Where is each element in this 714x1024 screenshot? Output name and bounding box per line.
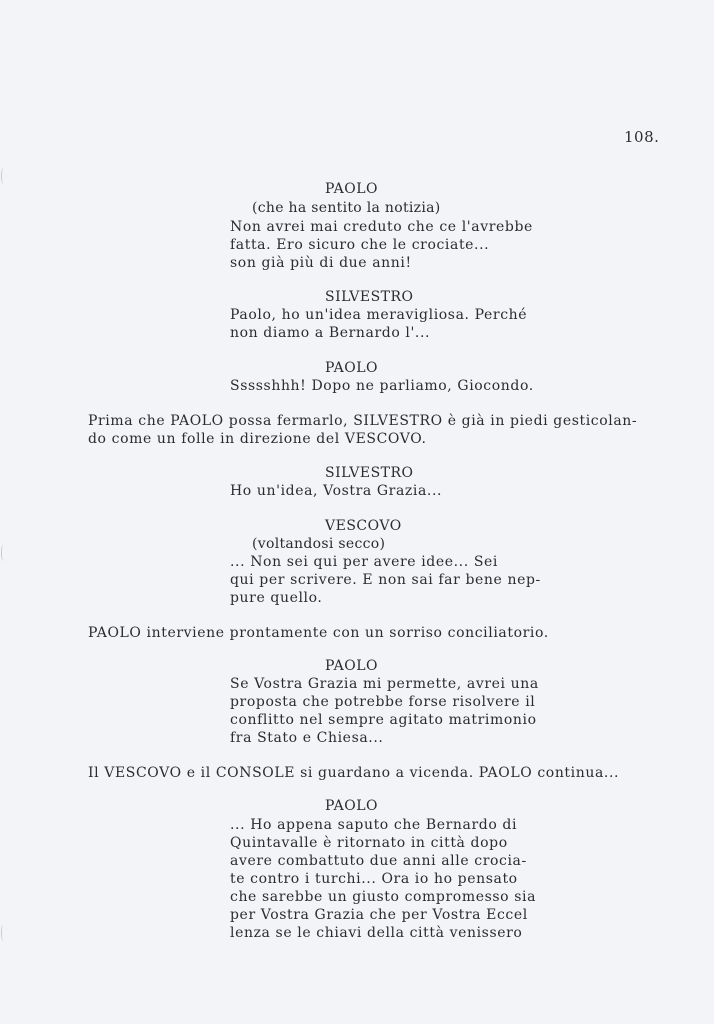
dialogue-line: avere combattuto due anni alle crocia- (230, 853, 527, 869)
dialogue-line: qui per scrivere. E non sai far bene nep- (230, 572, 541, 588)
parenthetical: (voltandosi secco) (252, 536, 386, 552)
action-line: PAOLO interviene prontamente con un sorriso conciliatorio. (88, 625, 549, 641)
dialogue-line: conflitto nel sempre agitato matrimonio (230, 712, 537, 728)
dialogue-line: proposta che potrebbe forse risolvere il (230, 694, 536, 710)
character-name: PAOLO (325, 658, 378, 674)
character-name: PAOLO (325, 360, 378, 376)
action-line: Prima che PAOLO possa fermarlo, SILVESTRO è già in piedi gesticolan- (88, 413, 638, 429)
dialogue-line: per Vostra Grazia che per Vostra Eccel (230, 907, 528, 923)
dialogue-line: ... Ho appena saputo che Bernardo di (230, 817, 518, 833)
dialogue-line: lenza se le chiavi della città venissero (230, 925, 523, 941)
dialogue-line: Paolo, ho un'idea meravigliosa. Perché (230, 307, 528, 323)
action-line: do come un folle in direzione del VESCOVO. (88, 431, 427, 447)
character-name: VESCOVO (325, 518, 402, 534)
dialogue-line: te contro i turchi... Ora io ho pensato (230, 871, 518, 887)
dialogue-line: fra Stato e Chiesa... (230, 730, 384, 746)
character-name: PAOLO (325, 181, 378, 197)
dialogue-line: ... Non sei qui per avere idee... Sei (230, 554, 498, 570)
dialogue-line: Non avrei mai creduto che ce l'avrebbe (230, 219, 533, 235)
dialogue-line: Ssssshhh! Dopo ne parliamo, Giocondo. (230, 378, 534, 394)
margin-mark (1, 925, 5, 941)
margin-mark (1, 545, 5, 561)
character-name: SILVESTRO (325, 465, 414, 481)
character-name: PAOLO (325, 798, 378, 814)
dialogue-line: fatta. Ero sicuro che le crociate... (230, 237, 490, 253)
dialogue-line: Quintavalle è ritornato in città dopo (230, 835, 508, 851)
page-number: 108. (624, 128, 660, 146)
dialogue-line: che sarebbe un giusto compromesso sia (230, 889, 537, 905)
dialogue-line: Se Vostra Grazia mi permette, avrei una (230, 676, 539, 692)
dialogue-line: pure quello. (230, 590, 323, 606)
dialogue-line: son già più di due anni! (230, 255, 412, 271)
dialogue-line: non diamo a Bernardo l'... (230, 325, 431, 341)
action-line: Il VESCOVO e il CONSOLE si guardano a vicenda. PAOLO continua... (88, 765, 620, 781)
character-name: SILVESTRO (325, 289, 414, 305)
dialogue-line: Ho un'idea, Vostra Grazia... (230, 483, 443, 499)
parenthetical: (che ha sentito la notizia) (252, 200, 441, 216)
margin-mark (1, 168, 5, 184)
